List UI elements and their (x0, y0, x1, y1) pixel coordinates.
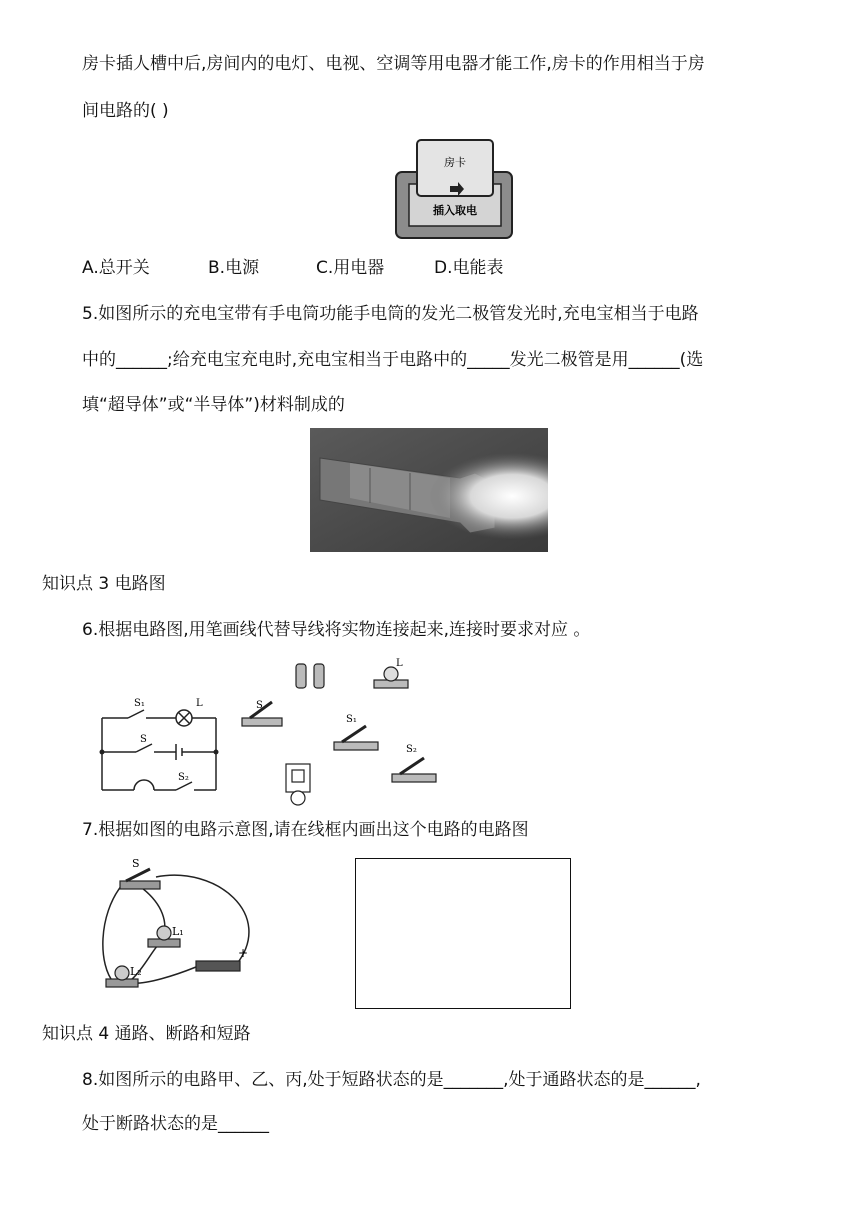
q7-label-l1: L₁ (172, 925, 184, 938)
q7-circuit-figure (96, 855, 266, 1003)
q4-line1: 房卡插人槽中后,房间内的电灯、电视、空调等用电器才能工作,房卡的作用相当于房 (82, 54, 705, 74)
q6-components (236, 652, 446, 812)
q8-line1: 8.如图所示的电路甲、乙、丙,处于短路状态的是_______,处于通路状态的是______, (82, 1070, 701, 1090)
flashlight-photo (310, 428, 548, 552)
q6-circuit-diagram (96, 690, 222, 800)
q7-label-plus: + (238, 946, 249, 960)
option-d: D.电能表 (434, 258, 504, 278)
label-s: S (140, 734, 147, 745)
room-card-figure (395, 134, 513, 242)
label-l: L (196, 698, 203, 709)
comp-label-s1: S₁ (346, 714, 357, 725)
label-s1: S₁ (134, 698, 145, 709)
q5-line1: 5.如图所示的充电宝带有手电筒功能手电筒的发光二极管发光时,充电宝相当于电路 (82, 304, 699, 324)
q7-label-s: S (132, 857, 140, 870)
answer-drawing-box[interactable] (355, 858, 571, 1009)
q7-label-l2: L₂ (130, 965, 142, 978)
option-b: B.电源 (208, 258, 260, 278)
q8-line2: 处于断路状态的是______ (82, 1114, 269, 1134)
section4-heading: 知识点 4 通路、断路和短路 (42, 1024, 251, 1044)
label-s2: S₂ (178, 772, 189, 783)
q4-line2: 间电路的( ) (82, 101, 169, 121)
q4-options (82, 256, 504, 280)
card-text: 房卡 (444, 156, 466, 169)
option-a: A.总开关 (82, 258, 150, 278)
q6-text: 6.根据电路图,用笔画线代替导线将实物连接起来,连接时要求对应 。 (82, 620, 591, 640)
slot-text: 插入取电 (433, 204, 477, 217)
battery-1 (296, 664, 306, 688)
comp-label-s: S (256, 700, 263, 711)
section3-heading: 知识点 3 电路图 (42, 574, 166, 594)
option-c: C.用电器 (316, 258, 385, 278)
battery-2 (314, 664, 324, 688)
comp-label-s2: S₂ (406, 744, 417, 755)
comp-label-l: L (396, 658, 403, 669)
q5-line3: 填“超导体”或“半导体”)材料制成的 (82, 395, 345, 415)
q5-line2: 中的______;给充电宝充电时,充电宝相当于电路中的_____发光二极管是用______(选 (82, 350, 704, 370)
q7-text: 7.根据如图的电路示意图,请在线框内画出这个电路的电路图 (82, 820, 529, 840)
